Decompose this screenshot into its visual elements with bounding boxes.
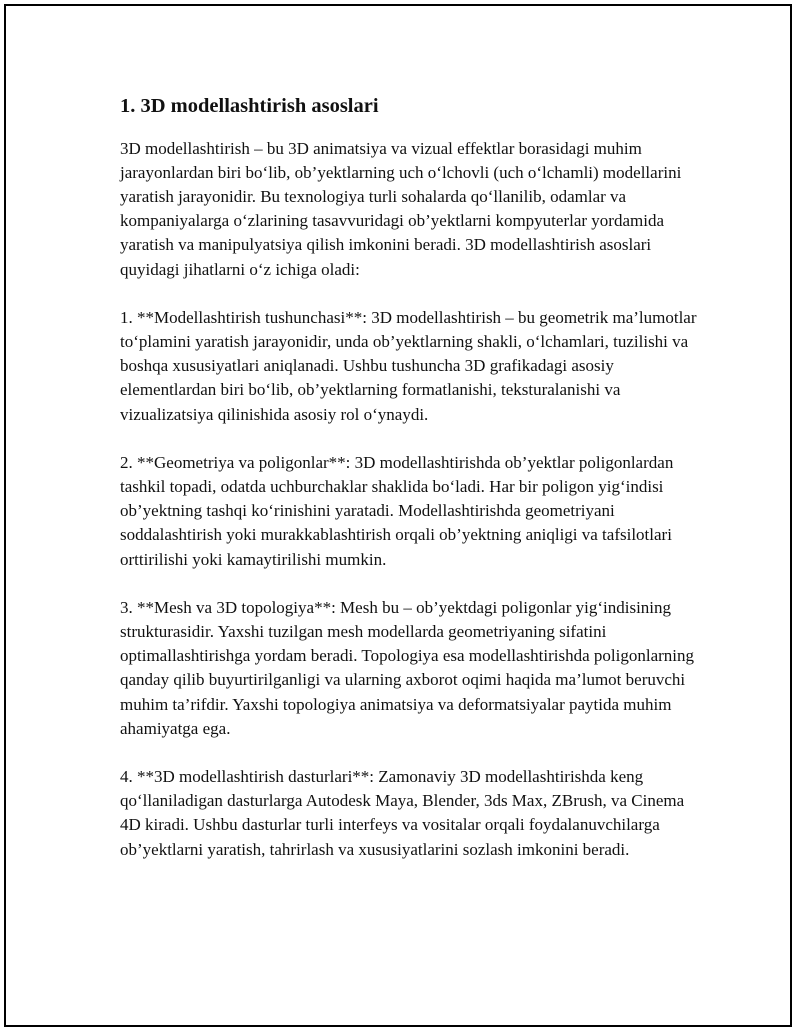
paragraph-modeling-software: 4. **3D modellashtirish dasturlari**: Zamonaviy 3D modellashtirishda keng qo‘llaniladigan dasturlarga Autodesk Maya, Blender, 3ds Max, ZBrush, va Cinema 4D kiradi. Ushbu dasturlar turli interfeys va vositalar orqali foydalanuvchilarga ob’yektlarni yaratish, tahrirlash va xususiyatlarini sozlash imkonini beradi. — [120, 767, 685, 859]
paragraph-modeling-concept: 1. **Modellashtirish tushunchasi**: 3D modellashtirish – bu geometrik ma’lumotlar to‘plamini yaratish jarayonidir, unda ob’yektlarning shakli, o‘lchamlari, tuzilishi va boshqa xususiyatlari aniqlanadi. Ushbu tushuncha 3D grafikadagi asosiy elementlardan biri bo‘lib, ob’yektlarning formatlanishi, teksturalanishi va vizualizatsiya qilinishida asosiy rol o‘ynaydi. — [120, 307, 697, 424]
document-body — [120, 94, 700, 886]
paragraph-mesh-topology: 3. **Mesh va 3D topologiya**: Mesh bu – ob’yektdagi poligonlar yig‘indisining strukturasidir. Yaxshi tuzilgan mesh modellarda geometriyaning sifatini optimallashtirishga yordam beradi. Topologiya esa modellashtirishda poligonlarning qanday qilib buyurtirilganligi va ularning axborot oqimi haqida ma’lumot beruvchi muhim ta’rifdir. Yaxshi topologiya animatsiya va deformatsiyalar paytida muhim ahamiyatga ega. — [120, 597, 695, 738]
paragraph-geometry-polygons: 2. **Geometriya va poligonlar**: 3D modellashtirishda ob’yektlar poligonlardan tashkil topadi, odatda uchburchaklar shaklida bo‘ladi. Har bir poligon yig‘indisi ob’yektning tashqi ko‘rinishini yaratadi. Modellashtirishda geometriyani soddalashtirish yoki murakkablashtirish orqali ob’yektning aniqligi va tafsilotlari orttirilishi yoki kamaytirilishi mumkin. — [120, 452, 674, 569]
intro-paragraph: 3D modellashtirish – bu 3D animatsiya va vizual effektlar borasidagi muhim jarayonlardan biri bo‘lib, ob’yektlarning uch o‘lchovli (uch o‘lchamli) modellarini yaratish jarayonidir. Bu texnologiya turli sohalarda qo‘llanilib, odamlar va kompaniyalarga o‘zlarining tasavvuridagi ob’yektlarni kompyuterlar yordamida yaratish va manipulyatsiya qilish imkonini beradi. 3D modellashtirish asoslari quyidagi jihatlarni o‘z ichiga oladi: — [120, 138, 682, 279]
section-heading: 1. 3D modellashtirish asoslari — [120, 95, 379, 117]
document-page — [4, 4, 792, 1027]
